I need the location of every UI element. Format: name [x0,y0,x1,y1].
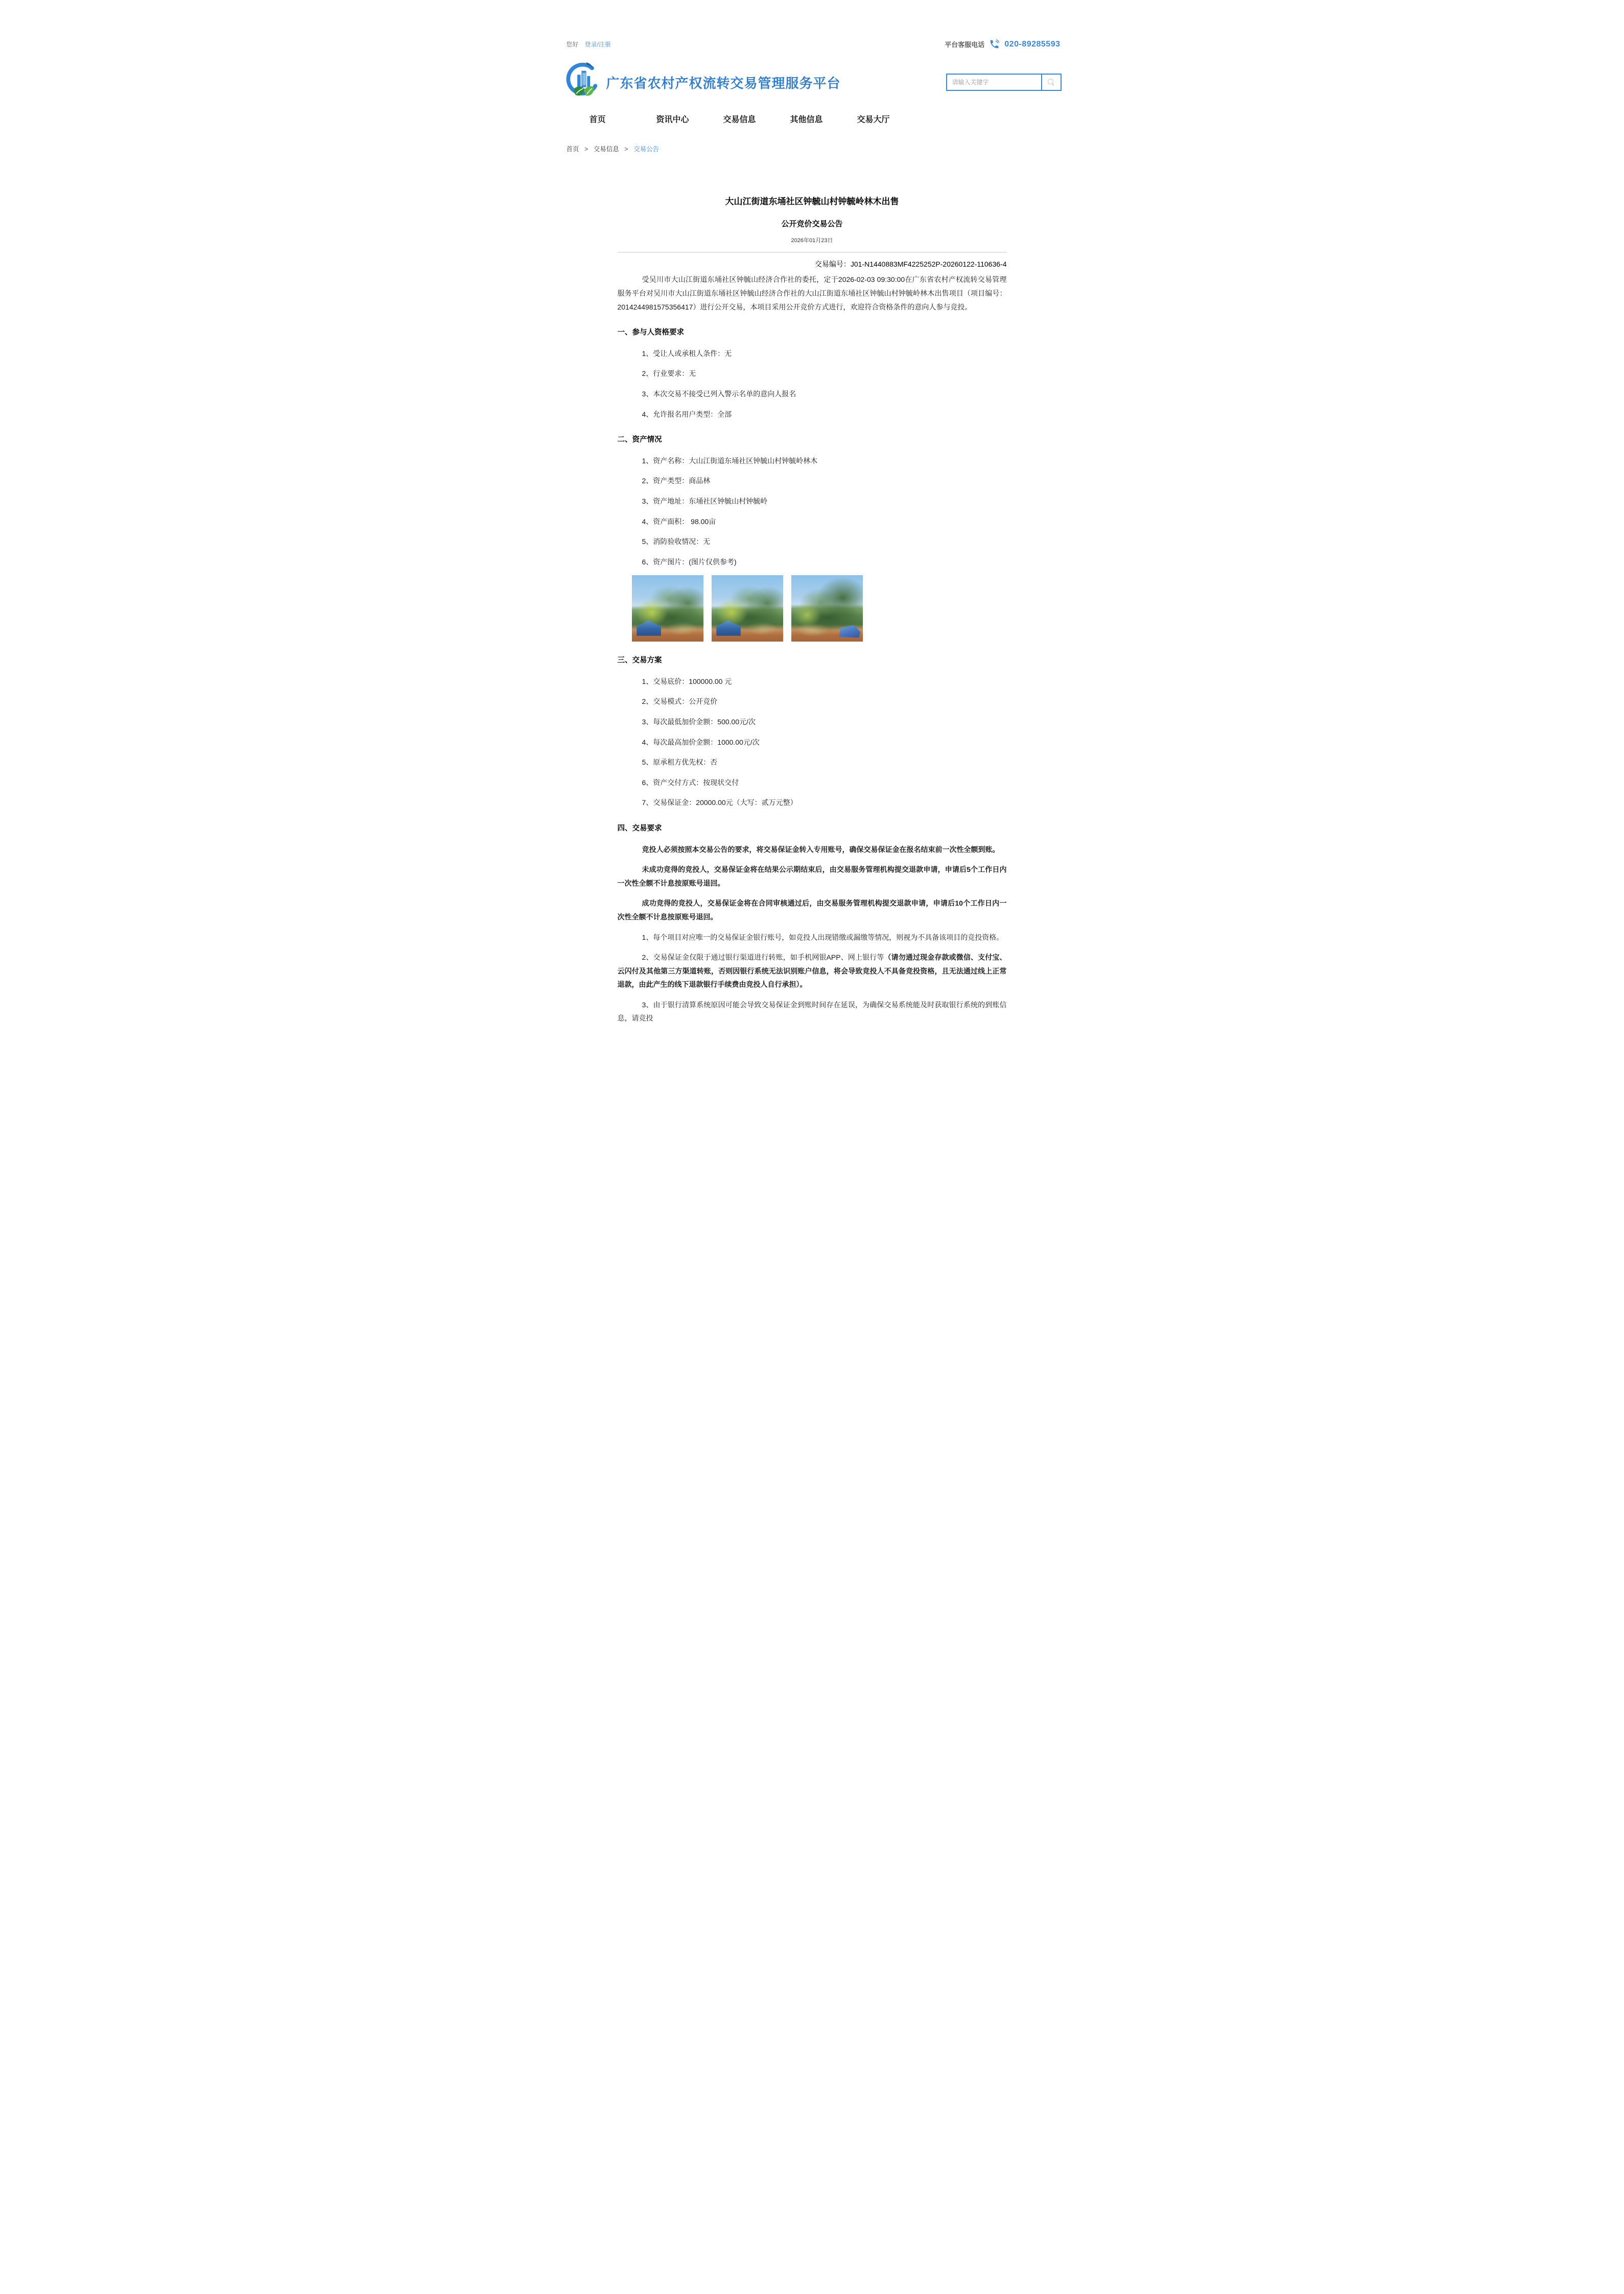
announcement-date: 2026年01月23日 [791,238,833,244]
section-2-item: 4、资产面积： 98.00亩 [642,517,716,526]
main-nav [531,113,1093,125]
search-box [946,74,1062,91]
section-4-item: 3、由于银行清算系统原因可能会导致交易保证金到账时间存在延误，为确保交易系统能及时获取银行系统的到账信息，请竞投 [617,1000,1007,1023]
section-4-bold-paragraph: 成功竞得的竞投人，交易保证金将在合同审核通过后，由交易服务管理机构提交退款申请，申请后10个工作日内一次性全额不计息按原账号退回。 [617,899,1007,921]
section-3-item: 2、交易模式：公开竞价 [642,697,718,706]
section-4-item-2-normal: 2、交易保证金仅限于通过银行渠道进行转账，如手机网银APP、网上银行等 [642,953,884,962]
section-3-item: 5、原承租方优先权：否 [642,758,718,767]
title-divider [618,252,1007,253]
section-1-item: 1、受让人或承租人条件：无 [642,349,732,358]
deal-number: 交易编号：J01-N1440883MF4225252P-20260122-110636-4 [814,259,1007,268]
service-phone-number: 020-89285593 [1004,39,1061,49]
search-input[interactable] [947,75,1041,90]
section-1-item: 3、本次交易不接受已列入警示名单的意向人报名 [642,390,796,398]
platform-logo-icon [567,61,599,104]
page [531,0,1093,1023]
nav-item-news-center[interactable]: 资讯中心 [656,115,689,124]
section-4-bold-paragraph: 竞投人必须按照本交易公告的要求，将交易保证金转入专用账号，确保交易保证金在报名结束前一次性全额到账。 [642,845,1000,854]
announcement-subtitle: 公开竞价交易公告 [781,219,843,228]
section-3-item: 4、每次最高加价金额：1000.00元/次 [642,738,760,746]
section-3-item: 6、资产交付方式：按现状交付 [642,778,739,787]
greeting-text: 您好 [566,41,579,48]
asset-photo-3[interactable] [791,575,863,642]
section-2-item: 2、资产类型：商品林 [642,477,711,485]
breadcrumb-home[interactable]: 首页 [566,146,579,153]
site-header [531,50,1093,104]
section-2-item: 1、资产名称：大山江街道东埇社区钟毓山村钟毓岭林木 [642,456,818,465]
section-2-item: 5、消防验收情况：无 [642,537,711,546]
announcement-article [618,195,1007,1025]
breadcrumb-trade-info[interactable]: 交易信息 [593,146,619,153]
breadcrumb [567,144,1093,153]
section-3-item: 1、交易底价：100000.00 元 [642,677,732,685]
section-4-bold-paragraph: 未成功竞得的竞投人，交易保证金将在结果公示期结束后，由交易服务管理机构提交退款申请，申请后5个工作日内一次性全额不计息按原账号退回。 [617,865,1007,887]
section-4-item-2-bold: （请勿通过现金存款或微信、支付宝、云闪付及其他第三方渠道转账，否则因银行系统无法识别账户信息，将会导致竞投人不具备竞投资格，且无法通过线上正常退款，由此产生的线下退款银行手续费由竞投人自行承担）。 [617,953,1007,989]
nav-item-home[interactable]: 首页 [589,115,606,124]
section-1-item: 4、允许报名用户类型：全部 [642,410,732,418]
asset-photos [632,575,1007,642]
search-button[interactable] [1041,75,1061,90]
service-phone-label: 平台客服电话 [945,41,985,49]
phone-icon [989,39,1000,50]
asset-photo-2[interactable] [712,575,783,642]
section-1-item: 2、行业要求：无 [642,369,696,378]
section-3-item: 7、交易保证金：20000.00元（大写：贰万元整） [642,798,797,807]
nav-item-trade-info[interactable]: 交易信息 [723,115,756,124]
breadcrumb-separator: > [624,146,628,153]
platform-title: 广东省农村产权流转交易管理服务平台 [606,75,841,91]
login-register-link[interactable]: 登录/注册 [584,41,611,48]
asset-photo-1[interactable] [632,575,703,642]
section-4-item [618,951,1007,991]
section-4-item: 1、每个项目对应唯一的交易保证金银行账号，如竞投人出现错缴或漏缴等情况，则视为不具备该项目的竞投资格。 [642,933,1004,941]
breadcrumb-separator: > [584,146,589,153]
section-3-heading: 三、交易方案 [617,656,662,665]
section-1-heading: 一、参与人资格要求 [617,328,684,337]
section-2-item: 3、资产地址：东埇社区钟毓山村钟毓岭 [642,496,768,505]
search-icon [1048,79,1055,86]
intro-paragraph: 受吴川市大山江街道东埇社区钟毓山经济合作社的委托，定于2026-02-03 09:30:00在广东省农村产权流转交易管理服务平台对吴川市大山江街道东埇社区钟毓山经济合作社的大山江街道东埇社区钟毓山村钟毓岭林木出售项目（项目编号：2014244981575356417）进行公开交易，本项目采用公开竞价方式进行，欢迎符合资格条件的意向人参与竞投。 [617,275,1007,311]
section-4-heading: 四、交易要求 [617,824,662,833]
section-3-item: 3、每次最低加价金额：500.00元/次 [642,718,756,726]
top-utility-bar [531,0,1093,50]
breadcrumb-current-trade-announcement[interactable]: 交易公告 [633,146,660,153]
section-2-heading: 二、资产情况 [617,436,662,444]
section-2-item: 6、资产图片：(图片仅供参考) [642,557,737,566]
nav-item-other-info[interactable]: 其他信息 [790,115,823,124]
nav-item-trade-hall[interactable]: 交易大厅 [857,115,890,124]
announcement-title: 大山江街道东埇社区钟毓山村钟毓岭林木出售 [725,197,899,206]
